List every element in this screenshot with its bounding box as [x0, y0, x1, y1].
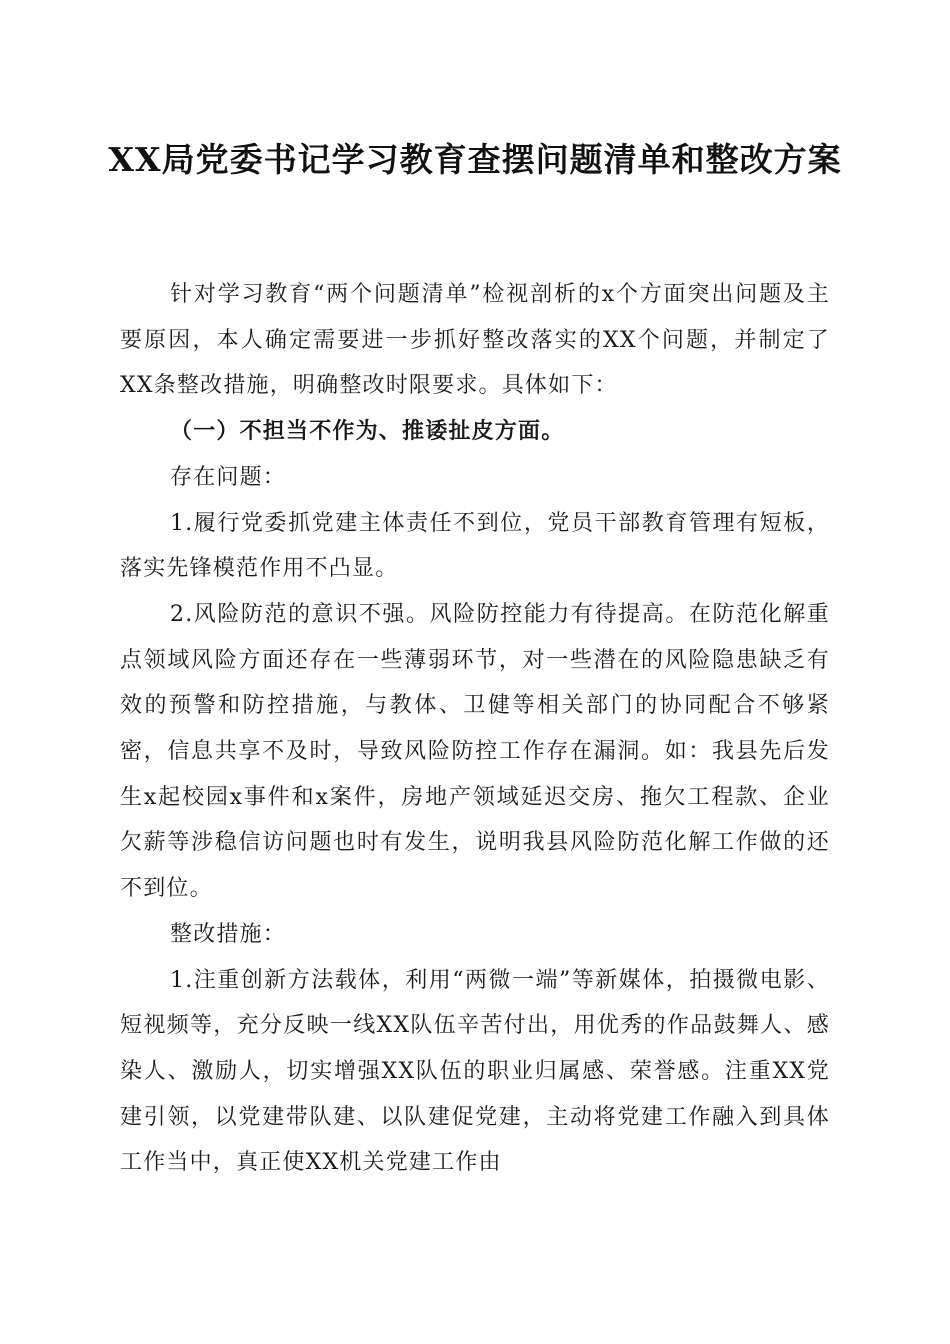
intro-paragraph: 针对学习教育“两个问题清单”检视剖析的x个方面突出问题及主要原因，本人确定需要进一步抓好整改落实的XX个问题，并制定了XX条整改措施，明确整改时限要求。具体如下： — [120, 282, 830, 399]
document-body — [120, 272, 830, 1186]
measures-label: 整改措施： — [170, 921, 287, 947]
problem-item-2: 2.风险防范的意识不强。风险防控能力有待提高。在防范化解重点领域风险方面还存在一些薄弱环节，对一些潜在的风险隐患缺乏有效的预警和防控措施，与教体、卫健等相关部门的协同配合不够紧密，信息共享不及时，导致风险防控工作存在漏洞。如：我县先后发生x起校园x事件和x案件，房地产领域延迟交房、拖欠工程款、企业欠薪等涉稳信访问题也时有发生，说明我县风险防范化解工作做的还不到位。 — [120, 601, 830, 902]
problem-item-1: 1.履行党委抓党建主体责任不到位，党员干部教育管理有短板，落实先锋模范作用不凸显。 — [120, 510, 830, 582]
measure-item-1: 1.注重创新方法载体，利用“两微一端”等新媒体，拍摄微电影、短视频等，充分反映一线XX队伍辛苦付出，用优秀的作品鼓舞人、感染人、激励人，切实增强XX队伍的职业归属感、荣誉感。注重XX党建引领，以党建带队建、以队建促党建，主动将党建工作融入到具体工作当中，真正使XX机关党建工作由 — [120, 967, 830, 1176]
problems-label: 存在问题： — [170, 464, 287, 490]
document-title: XX局党委书记学习教育查摆问题清单和整改方案 — [108, 140, 842, 179]
section-heading: （一）不担当不作为、推诿扯皮方面。 — [170, 418, 565, 445]
